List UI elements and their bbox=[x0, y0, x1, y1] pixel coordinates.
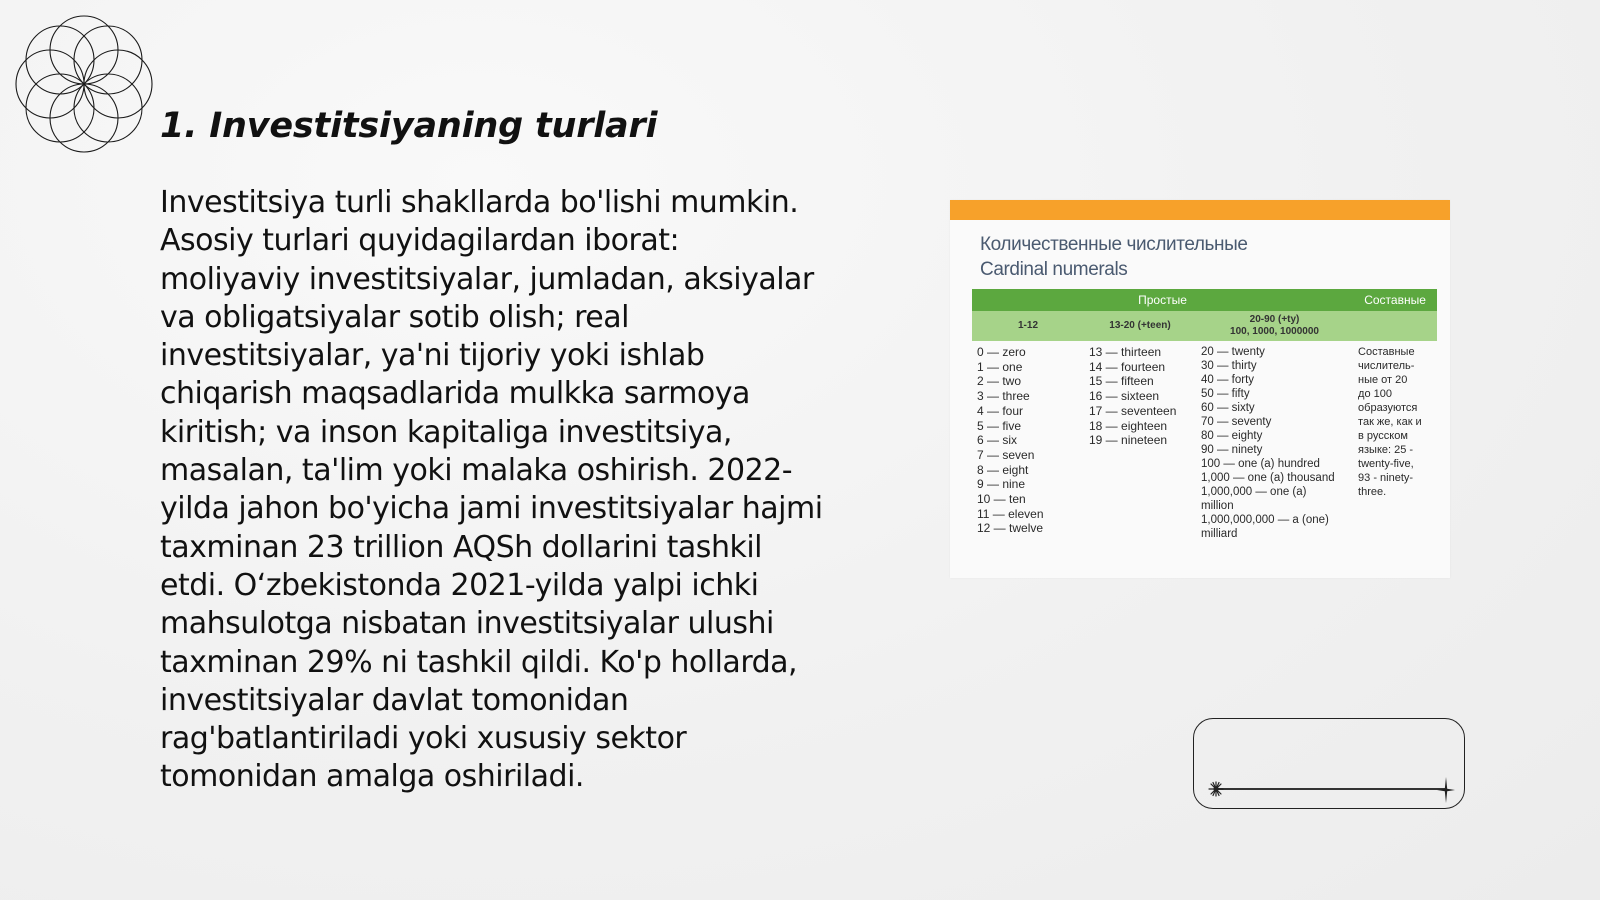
numeral-item: 70 — seventy bbox=[1201, 416, 1272, 428]
body-line: tomonidan amalga oshiriladi. bbox=[160, 759, 584, 795]
body-paragraph bbox=[160, 184, 860, 797]
body-line: Asosiy turlari quyidagilardan iborat: bbox=[160, 223, 680, 259]
body-line: etdi. O‘zbekistonda 2021-yilda yalpi ichki bbox=[160, 567, 759, 603]
note-line: ные от 20 bbox=[1358, 374, 1408, 386]
note-line: в русском bbox=[1358, 430, 1408, 442]
note-line: образуются bbox=[1358, 402, 1418, 414]
subheader-compound-empty bbox=[1353, 311, 1437, 341]
body-line: masalan, ta'lim yoki malaka oshirish. 2022- bbox=[160, 453, 793, 489]
numeral-item: 20 — twenty bbox=[1201, 346, 1265, 358]
card-title-en: Cardinal numerals bbox=[980, 259, 1128, 280]
body-line: va obligatsiyalar sotib olish; real bbox=[160, 299, 629, 335]
numeral-item: 3 — three bbox=[977, 389, 1030, 404]
note-line: 93 - ninety- bbox=[1358, 472, 1414, 484]
numeral-item: 10 — ten bbox=[977, 492, 1026, 507]
numeral-item: 1,000,000 — one (a) bbox=[1201, 486, 1307, 498]
numeral-item: 18 — eighteen bbox=[1089, 418, 1168, 433]
numeral-item: 13 — thirteen bbox=[1089, 345, 1162, 359]
body-line: Investitsiya turli shakllarda bo'lishi mumkin. bbox=[160, 185, 799, 220]
numeral-item: 80 — eighty bbox=[1201, 430, 1263, 442]
numeral-item: 2 — two bbox=[977, 374, 1022, 389]
body-line: investitsiyalar davlat tomonidan bbox=[160, 682, 629, 718]
star-cross-icon bbox=[1437, 777, 1455, 803]
note-line: так же, как и bbox=[1358, 416, 1422, 428]
numeral-item: 19 — nineteen bbox=[1089, 433, 1168, 448]
decorative-circles-logo bbox=[10, 10, 158, 158]
note-line: до 100 bbox=[1358, 388, 1392, 400]
numeral-item: 40 — forty bbox=[1201, 374, 1255, 386]
body-line: yilda jahon bo'yicha jami investitsiyalar hajmi bbox=[160, 491, 823, 527]
numeral-item: 9 — nine bbox=[977, 477, 1026, 492]
numeral-item: 16 — sixteen bbox=[1089, 389, 1160, 404]
note-line: three. bbox=[1358, 486, 1387, 498]
numeral-item: 1 — one bbox=[977, 359, 1023, 374]
note-line: twenty-five, bbox=[1358, 458, 1414, 470]
numeral-item: 30 — thirty bbox=[1201, 360, 1257, 372]
decorative-rounded-box bbox=[1193, 718, 1465, 809]
numeral-item: milliard bbox=[1201, 528, 1238, 540]
body-line: mahsulotga nisbatan investitsiyalar ulushi bbox=[160, 606, 774, 642]
numeral-item: 60 — sixty bbox=[1201, 402, 1255, 414]
sparkle-icon bbox=[1207, 780, 1225, 798]
body-line: rag'batlantiriladi yoki xususiy sektor bbox=[160, 721, 687, 757]
numeral-item: 8 — eight bbox=[977, 462, 1029, 477]
numeral-item: million bbox=[1201, 500, 1234, 512]
body-line: taxminan 29% ni tashkil qildi. Ko'p hollarda, bbox=[160, 644, 798, 680]
note-line: языке: 25 - bbox=[1358, 444, 1414, 456]
numeral-item: 6 — six bbox=[977, 433, 1018, 448]
decorative-line bbox=[1216, 788, 1446, 790]
header-compound: Составные bbox=[1353, 289, 1437, 311]
column-13-20 bbox=[1084, 341, 1196, 541]
note-line: числитель- bbox=[1358, 360, 1415, 372]
numeral-item: 17 — seventeen bbox=[1089, 403, 1177, 418]
card-title bbox=[980, 232, 1248, 282]
slide-title: 1. Investitsiyaning turlari bbox=[160, 106, 658, 146]
card-title-ru: Количественные числительные bbox=[980, 234, 1248, 255]
subheader-20-90: 20-90 (+ty) 100, 1000, 1000000 bbox=[1196, 311, 1353, 341]
note-line: Составные bbox=[1358, 346, 1415, 358]
column-20-90 bbox=[1196, 341, 1353, 541]
card-accent-bar bbox=[950, 200, 1450, 220]
subheader-1-12: 1-12 bbox=[972, 311, 1084, 341]
header-simple: Простые bbox=[972, 289, 1353, 311]
body-line: kiritish; va inson kapitaliga investitsiya, bbox=[160, 414, 732, 450]
numeral-item: 1,000 — one (a) thousand bbox=[1201, 472, 1335, 484]
numeral-item: 100 — one (a) hundred bbox=[1201, 458, 1320, 470]
numerals-table bbox=[972, 289, 1437, 541]
column-1-12 bbox=[972, 341, 1084, 541]
numeral-item: 11 — eleven bbox=[977, 506, 1044, 521]
body-line: chiqarish maqsadlarida mulkka sarmoya bbox=[160, 376, 750, 412]
body-line: investitsiyalar, ya'ni tijoriy yoki ishlab bbox=[160, 338, 705, 374]
numeral-item: 15 — fifteen bbox=[1089, 374, 1154, 389]
body-line: taxminan 23 trillion AQSh dollarini tashkil bbox=[160, 529, 762, 565]
numeral-item: 7 — seven bbox=[977, 447, 1035, 462]
numeral-item: 12 — twelve bbox=[977, 521, 1044, 536]
numeral-item: 50 — fifty bbox=[1201, 388, 1250, 400]
numeral-item: 5 — five bbox=[977, 418, 1022, 433]
numeral-item: 90 — ninety bbox=[1201, 444, 1263, 456]
numeral-item: 4 — four bbox=[977, 403, 1024, 418]
numeral-item: 0 — zero bbox=[977, 345, 1026, 359]
numerals-image-card bbox=[950, 200, 1450, 578]
numeral-item: 1,000,000,000 — a (one) bbox=[1201, 514, 1329, 526]
body-line: moliyaviy investitsiyalar, jumladan, aksiyalar bbox=[160, 261, 814, 297]
numeral-item: 14 — fourteen bbox=[1089, 359, 1166, 374]
subheader-13-20: 13-20 (+teen) bbox=[1084, 311, 1196, 341]
column-compound-note bbox=[1353, 341, 1437, 541]
